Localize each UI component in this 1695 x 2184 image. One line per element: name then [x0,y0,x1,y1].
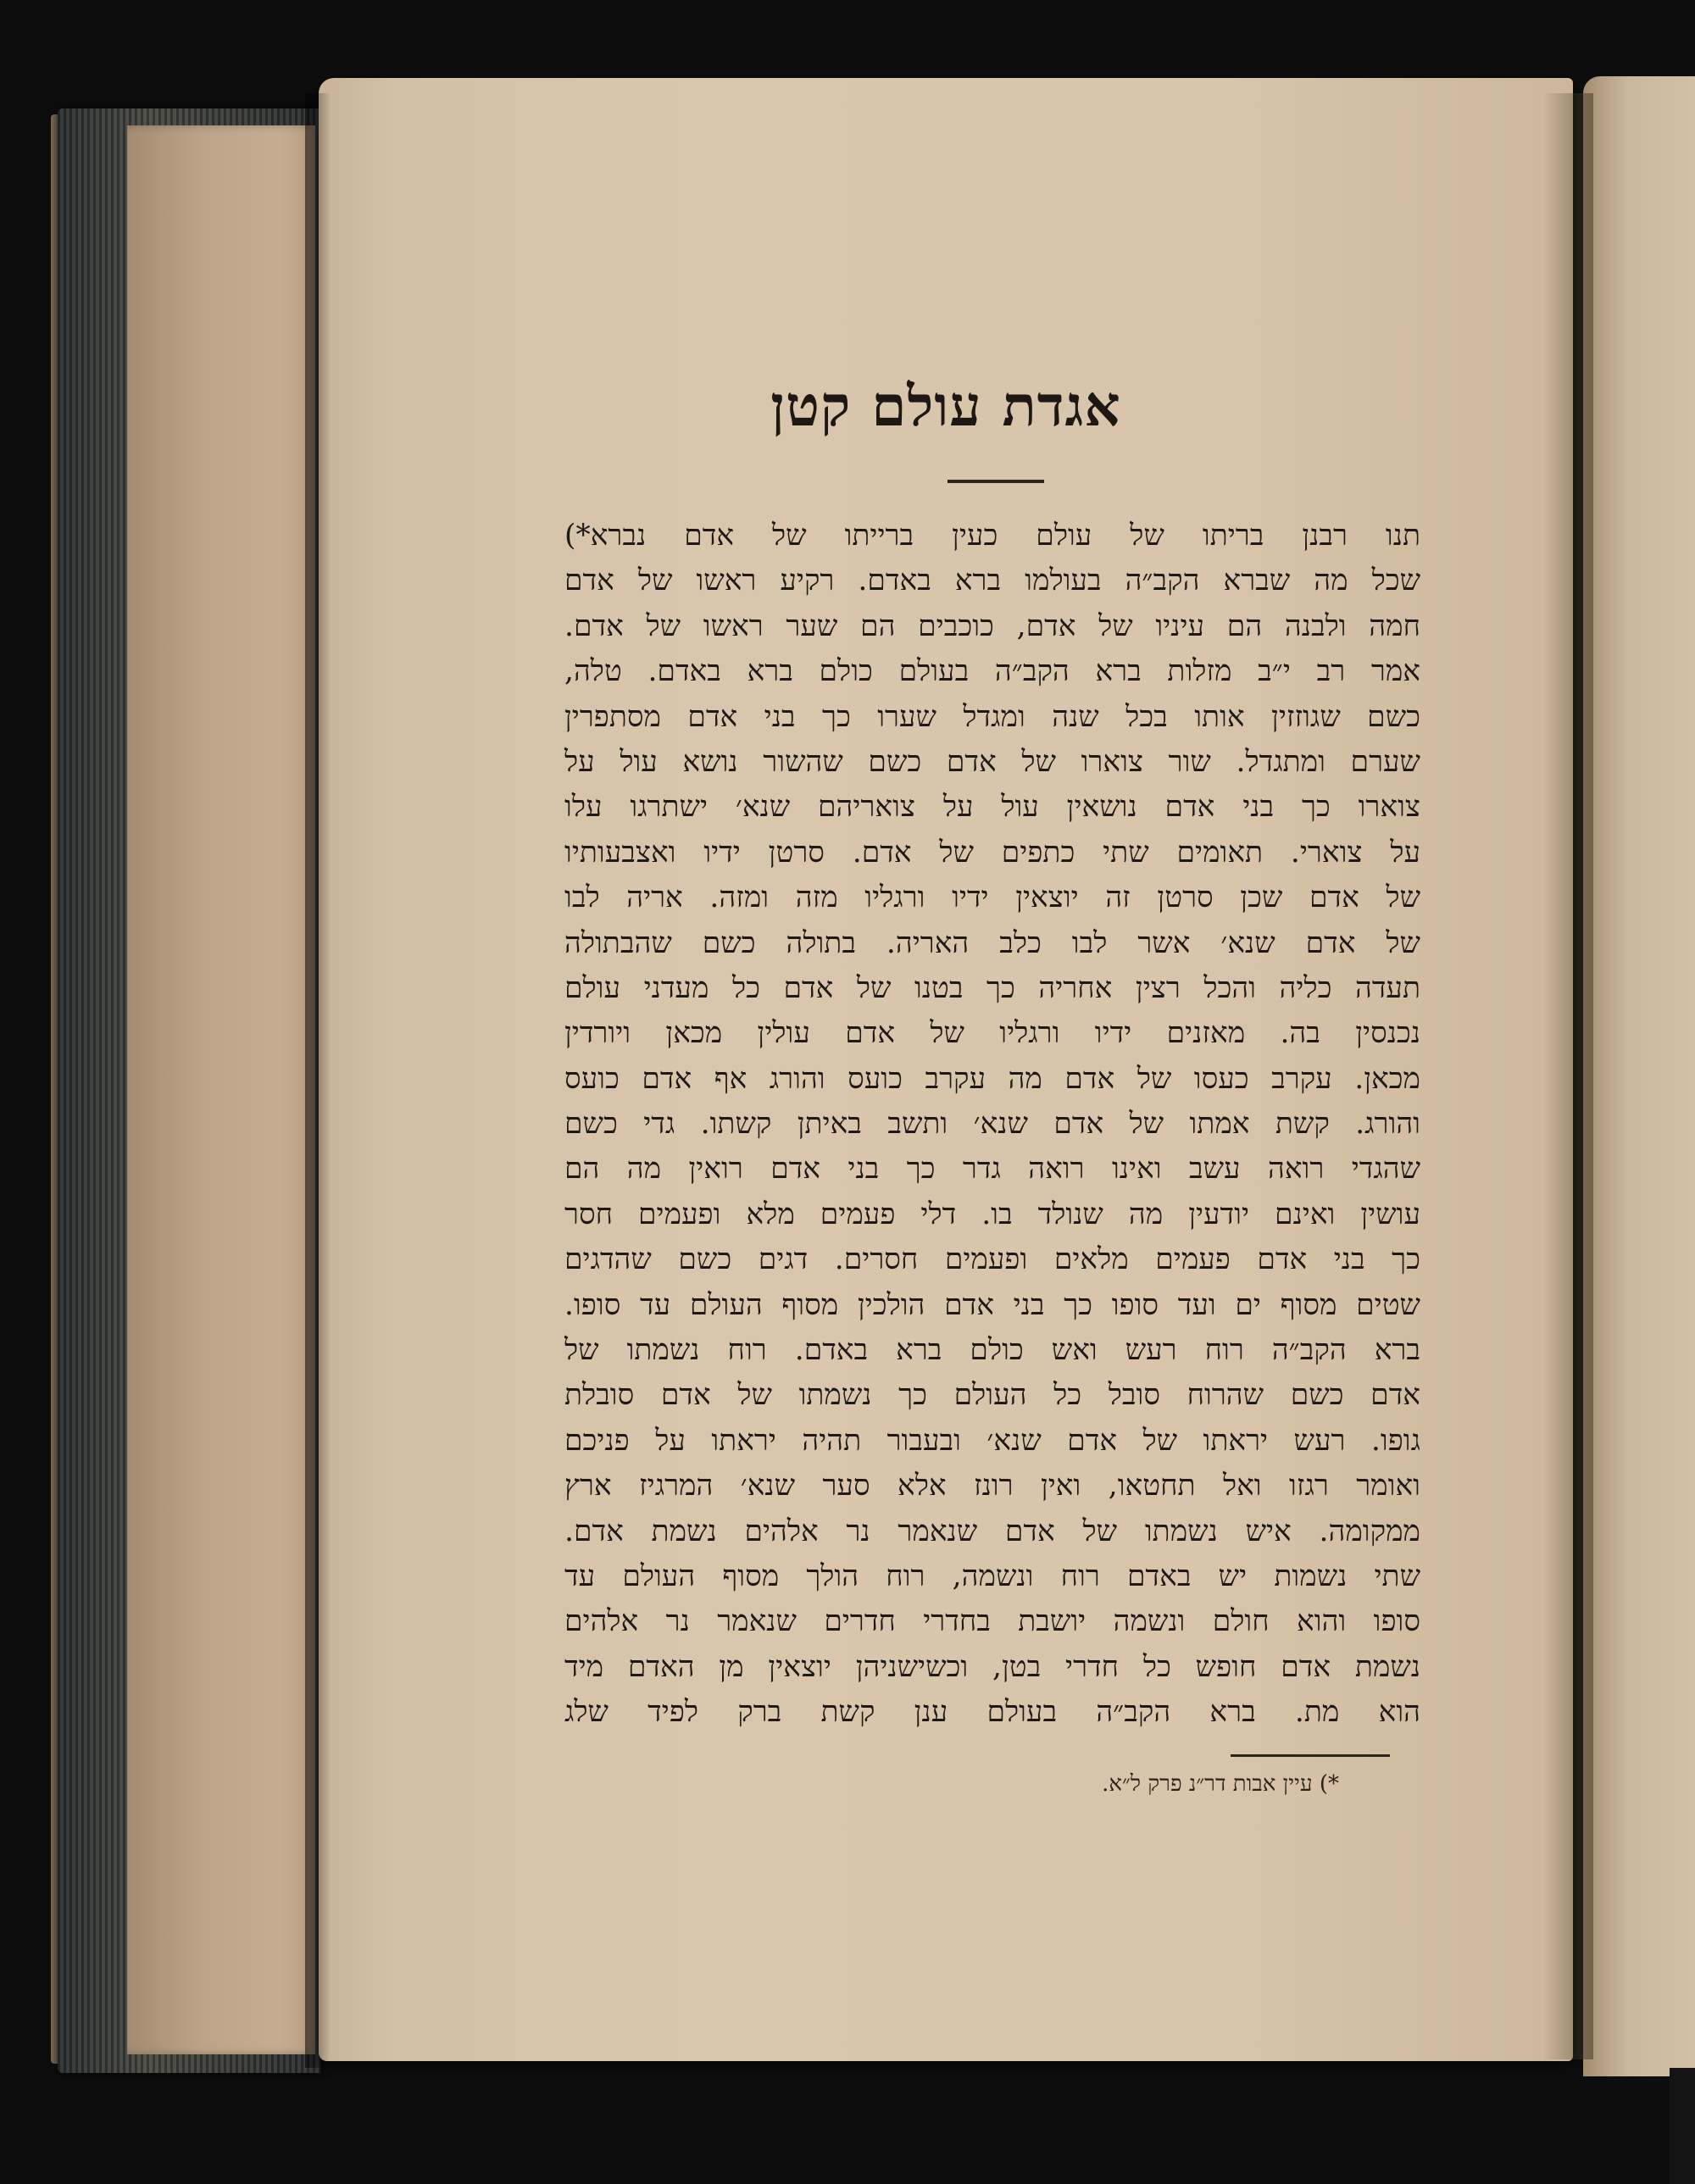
text-line: של אדם שכן סרטן זה יוצאין ידיו ורגליו מזה ומזה. אריה לבו [564,881,1420,915]
text-line: שהגדי רואה עשב ואינו רואה גדר כך בני אדם רואין מה הם [564,1152,1420,1186]
footnote: *) עיין אבות דר״נ פרק ל״א. [1102,1771,1339,1797]
text-line: עושין ואינם יודעין מה שנולד בו. דלי פעמים מלא ופעמים חסר [564,1197,1420,1231]
text-line: ממקומה. איש נשמתו של אדם שנאמר נר אלהים נשמת אדם. [564,1514,1420,1548]
text-line: והורג. קשת אמתו של אדם שנא׳ ותשב באיתן קשתו. גדי כשם [564,1107,1420,1142]
text-line: אמר רב י״ב מזלות ברא הקב״ה בעולם כולם ברא באדם. טלה, [564,654,1420,689]
text-line: גופו. רעש יראתו של אדם שנא׳ ובעבור תהיה יראתו על פניכם [564,1423,1420,1458]
text-line: שערם ומתגדל. שור צוארו של אדם כשם שהשור נושא עול על [564,744,1420,779]
text-line: נשמת אדם חופש כל חדרי בטן, וכשישניהן יוצאין מן האדם מיד [564,1649,1420,1684]
text-line: שכל מה שברא הקב״ה בעולמו ברא באדם. רקיע ראשו של אדם [564,564,1420,598]
text-line: שטים מסוף ים ועד סופו כך בני אדם הולכין מסוף העולם עד סופו. [564,1287,1420,1322]
background-corner [1670,2068,1695,2184]
text-line: תעדה כליה והכל רצין אחריה כך בטנו של אדם כל מעדני עולם [564,970,1420,1005]
text-line: נכנסין בה. מאזנים ידיו ורגליו של אדם עולין מכאן ויורדין [564,1016,1420,1051]
text-line: חמה ולבנה הם עיניו של אדם, כוכבים הם שער ראשו של אדם. [564,609,1420,643]
text-line: סופו והוא חולם ונשמה יושבת בחדרי חדרים שנאמר נר אלהים [564,1604,1420,1639]
next-page-edge [1583,76,1695,2076]
text-line: תנו רבנן בריתו של עולם כעין ברייתו של אדם נברא*) [564,519,1420,553]
text-line: ברא הקב״ה רוח רעש ואש כולם ברא באדם. רוח נשמתו של [564,1333,1420,1368]
text-line: כשם שגוזזין אותו בכל שנה ומגדל שערו כך בני אדם מסתפרין [564,699,1420,734]
text-line: על צוארי. תאומים שתי כתפים של אדם. סרטן ידיו ואצבעותיו [564,835,1420,870]
text-line: מכאן. עקרב כעסו של אדם מה עקרב כועס והורג אף אדם כועס [564,1061,1420,1096]
page-title: אגדת עולם קטן [770,373,1121,439]
footnote-divider [1231,1754,1390,1757]
title-divider [948,480,1044,483]
text-line: של אדם שנא׳ אשר לבו כלב האריה. בתולה כשם שהבתולה [564,925,1420,960]
left-page-stack [127,125,315,2054]
text-line: שתי נשמות יש באדם רוח ונשמה, רוח הולך מסוף העולם עד [564,1559,1420,1593]
text-line: ואומר רגזו ואל תחטאו, ואין רונז אלא סער שנא׳ המרגיז ארץ [564,1469,1420,1503]
text-line: צוארו כך בני אדם נושאין עול על צואריהם שנא׳ ישתרגו עלו [564,790,1420,825]
text-line: אדם כשם שהרוח סובל כל העולם כך נשמתו של אדם סובלת [564,1378,1420,1413]
text-line: כך בני אדם פעמים מלאים ופעמים חסרים. דגים כשם שהדגים [564,1242,1420,1277]
body-text [564,514,1420,1742]
text-line: הוא מת. ברא הקב״ה בעולם ענן קשת ברק לפיד שלג [564,1695,1420,1730]
